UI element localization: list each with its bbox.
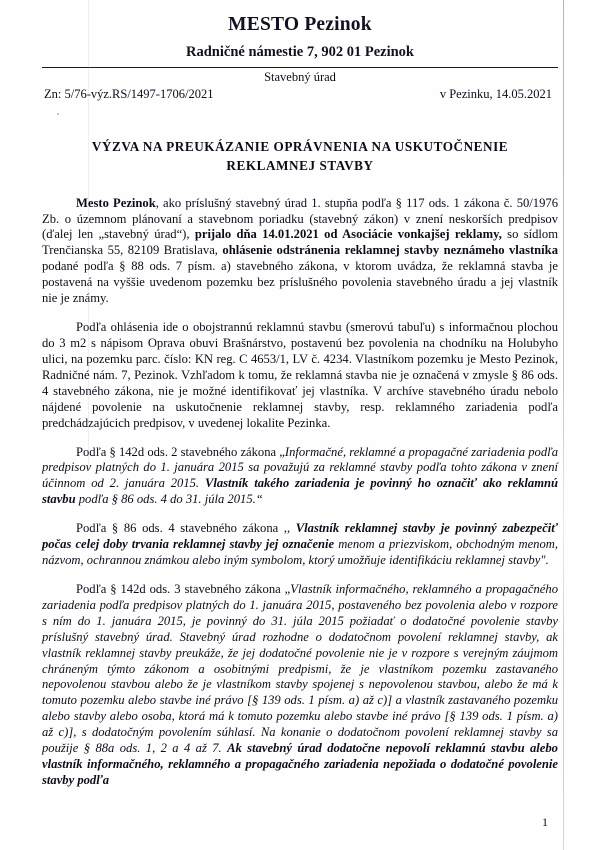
p1-segment-closing: podané podľa § 88 ods. 7 písm. a) stavebného zákona, v ktorom uvádza, že reklamná stavba je postavená na vyššie uvedenom pozemku bez príslušného povolenia stavebného úradu a jej vlastník nie je známy. (42, 259, 558, 306)
p1-segment-received-from: prijalo dňa 14.01.2021 od Asociácie vonkajšej reklamy, (194, 227, 502, 242)
p1-segment-subject: Mesto Pezinok (76, 195, 156, 210)
document-body (42, 196, 558, 789)
reference-number: Zn: 5/76-výz.RS/1497-1706/2021 (44, 87, 214, 102)
p3-segment-quote-start: Informačné, reklamné a propagačné zariadenia podľa predpisov platných do 1. januára 2015 sa považujú za reklamné stavby podľa tohto zákona v znení účinnom od 2. januára 2015. (42, 444, 559, 491)
p4-segment-quote-end: menom a priezviskom, obchodným menom, názvom, ochrannou známkou alebo iným symbolom, ktorý umožňuje identifikáciu reklamnej stavby". (42, 537, 558, 568)
p1-segment-notification-type: ohlásenie odstránenia reklamnej stavby neznámeho vlastníka (222, 243, 558, 258)
p5-segment-intro: Podľa § 142d ods. 3 stavebného zákona „ (76, 581, 291, 596)
p1-segment-legal-basis: , ako príslušný stavebný úrad 1. stupňa podľa § 117 ods. 1 zákona č. 50/1976 Zb. o územnom plánovaní a stavebnom poriadku (stavebný zákon) v znení neskorších predpisov (ďalej len „stavebný úrad“), (42, 195, 558, 242)
paragraph-section-142d-3 (42, 582, 558, 789)
p3-segment-quote-end: podľa § 86 ods. 4 do 31. júla 2015.“ (75, 492, 263, 507)
p3-segment-obligation: Vlastník takého zariadenia je povinný ho označiť ako reklamnú stavbu (42, 476, 559, 507)
p1-segment-applicant-address: so sídlom Trenčianska 55, 82109 Bratislava, (42, 227, 558, 258)
scan-artifact-speck (57, 113, 59, 115)
p4-segment-intro: Podľa § 86 ods. 4 stavebného zákona ,, (76, 521, 296, 536)
p4-segment-obligation: Vlastník reklamnej stavby je povinný zabezpečiť počas celej doby trvania reklamnej stavby jej označenie (42, 521, 558, 552)
paragraph-section-86-4 (42, 521, 558, 569)
department-name: Stavebný úrad (264, 70, 336, 85)
paragraph-section-142d-2 (42, 445, 558, 509)
page-number: 1 (542, 815, 548, 829)
letterhead (42, 14, 558, 102)
place-and-date: v Pezinku, 14.05.2021 (439, 87, 552, 102)
organization-address: Radničné námestie 7, 902 01 Pezinok (186, 44, 414, 61)
document-title: VÝZVA NA PREUKÁZANIE OPRÁVNENIA NA USKUTOČNENIE REKLAMNEJ STAVBY (91, 139, 509, 173)
reference-row (42, 87, 558, 102)
scan-artifact-right-edge (563, 0, 564, 850)
p5-segment-quote-body: Vlastník informačného, reklamného a propagačného zariadenia podľa predpisov platných do 1. januára 2015, postaveného bez povolenia alebo v rozpore s ním do 1. januára 2015, je povinný do 31. júla 2015 požiadať o dodatočné povolenie stavby príslušný stavebný úrad. Stavebný úrad rozhodne o dodatočnom povolení reklamnej stavby, ak vlastník reklamnej stavby preukáže, že jej dodatočné povolenie nie je v rozpore s verejným záujmom chráneným týmto zákonom a osobitnými predpismi, že je vlastníkom pozemku zastavaného nepovolenou stavbou alebo že je vlastníkom stavby spojenej s nepovolenou stavbou, alebo že má k tomuto pozemku alebo stavbe iné právo [§ 139 ods. 1 písm. a) až c)] a vlastník zastavaného pozemku alebo stavby alebo osoba, ktorá má k tomuto pozemku alebo stavbe iné právo [§ 139 ods. 1 písm. a) až c)], s dodatočným povolením súhlasí. Na konanie o dodatočnom povolení reklamnej stavby sa použije § 88a ods. 1, 2 a 4 až 7. (42, 581, 558, 756)
p5-segment-consequence: Ak stavebný úrad dodatočne nepovolí reklamnú stavbu alebo vlastník informačného, reklamného a propagačného zariadenia nepožiada o dodatočné povolenie stavby podľa (42, 741, 558, 788)
letterhead-divider (42, 67, 558, 68)
organization-name: MESTO Pezinok (228, 14, 372, 35)
p3-segment-intro: Podľa § 142d ods. 2 stavebného zákona „ (76, 444, 285, 459)
paragraph-notification-receipt (42, 196, 558, 307)
paragraph-structure-description: Podľa ohlásenia ide o obojstrannú reklamnú stavbu (smerovú tabuľu) s informačnou plochou do 3 m2 s nápisom Oprava obuvi Brašnárstvo, postavenú bez povolenia na chodníku na Holubyho ulici, na pozemku parc. číslo: KN reg. C 4653/1, LV č. 4234. Vlastníkom pozemku je Mesto Pezinok, Radničné nám. 7, Pezinok. Vzhľadom k tomu, že reklamná stavba nie je označená v zmysle § 86 ods. 4 stavebného zákona, nie je možné identifikovať jej vlastníka. V archíve stavebného úradu nebolo nájdené povolenie na uskutočnenie reklamnej stavby, resp. reklamného zariadenia podľa predchádzajúcich predpisov, v uvedenej lokalite Pezinka. (42, 320, 558, 430)
